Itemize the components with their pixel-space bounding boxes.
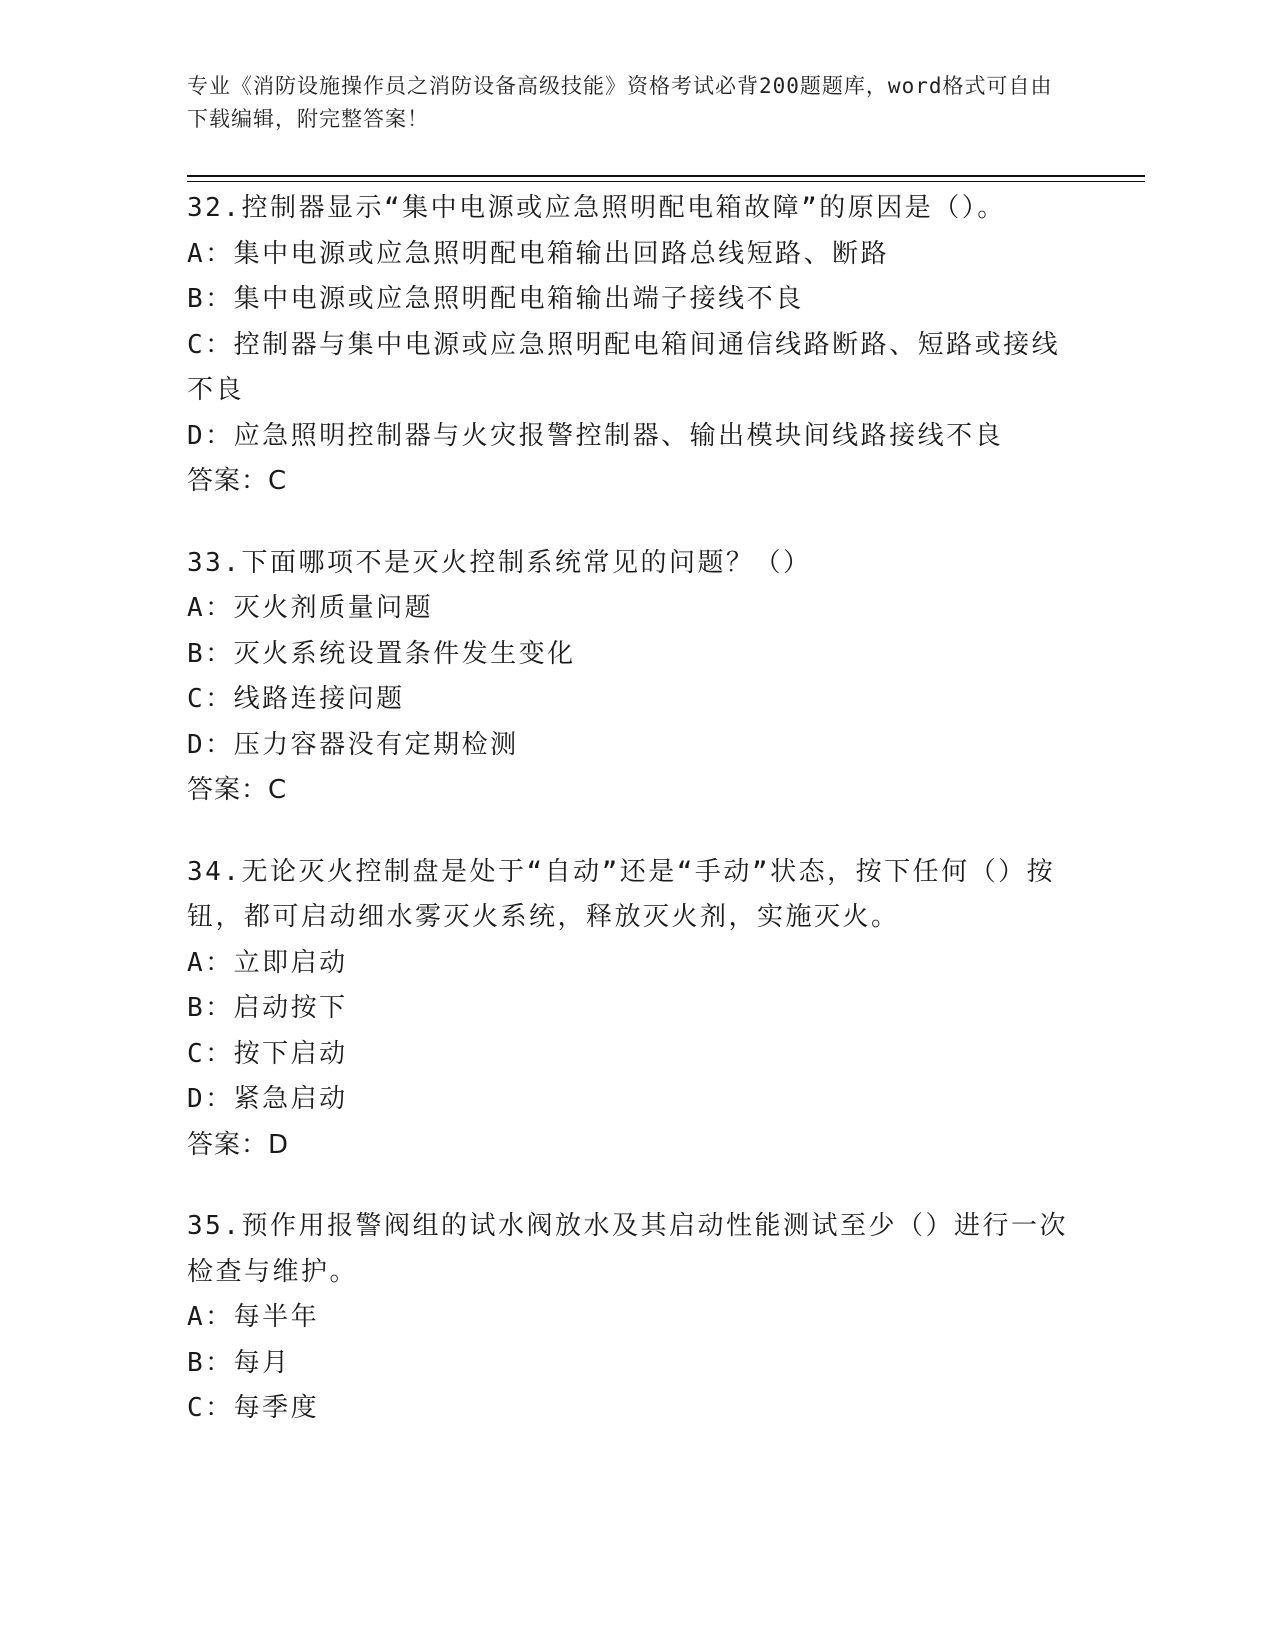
question-33 bbox=[187, 541, 1077, 814]
answer: 答案：D bbox=[187, 1129, 290, 1160]
question-list bbox=[187, 186, 1077, 1468]
option-d: D：紧急启动 bbox=[187, 1084, 348, 1114]
option-c: C：按下启动 bbox=[187, 1038, 348, 1069]
option-a: A：立即启动 bbox=[187, 947, 348, 978]
answer: 答案：C bbox=[187, 466, 288, 496]
option-a: A：集中电源或应急照明配电箱输出回路总线短路、断路 bbox=[187, 238, 890, 269]
option-b: B：启动按下 bbox=[187, 993, 348, 1023]
question-35 bbox=[187, 1204, 1077, 1432]
question-stem: 32.控制器显示“集中电源或应急照明配电箱故障”的原因是（）。 bbox=[187, 193, 1006, 223]
header-rule-thick bbox=[187, 175, 1145, 177]
question-34 bbox=[187, 850, 1077, 1169]
option-b: B：每月 bbox=[187, 1347, 291, 1378]
option-b: B：灭火系统设置条件发生变化 bbox=[187, 638, 576, 669]
option-c: C：控制器与集中电源或应急照明配电箱间通信线路断路、短路或接线不良 bbox=[187, 329, 1061, 405]
question-stem: 34.无论灭火控制盘是处于“自动”还是“手动”状态，按下任何（）按钮，都可启动细水雾灭火系统，释放灭火剂，实施灭火。 bbox=[187, 856, 1056, 932]
option-d: D：应急照明控制器与火灾报警控制器、输出模块间线路接线不良 bbox=[187, 420, 1004, 451]
question-stem: 33.下面哪项不是灭火控制系统常见的问题？（） bbox=[187, 547, 812, 578]
option-a: A：灭火剂质量问题 bbox=[187, 593, 434, 623]
question-stem: 35.预作用报警阀组的试水阀放水及其启动性能测试至少（）进行一次检查与维护。 bbox=[187, 1211, 1068, 1287]
answer: 答案：C bbox=[187, 775, 288, 805]
header-rule-thin bbox=[187, 181, 1145, 182]
page-header: 专业《消防设施操作员之消防设备高级技能》资格考试必背200题题库，word格式可自由下载编辑，附完整答案！ bbox=[187, 74, 1053, 131]
question-32 bbox=[187, 186, 1077, 505]
option-b: B：集中电源或应急照明配电箱输出端子接线不良 bbox=[187, 284, 804, 314]
option-c: C：线路连接问题 bbox=[187, 684, 405, 714]
option-a: A：每半年 bbox=[187, 1302, 320, 1332]
option-c: C：每季度 bbox=[187, 1393, 320, 1423]
option-d: D：压力容器没有定期检测 bbox=[187, 729, 519, 760]
